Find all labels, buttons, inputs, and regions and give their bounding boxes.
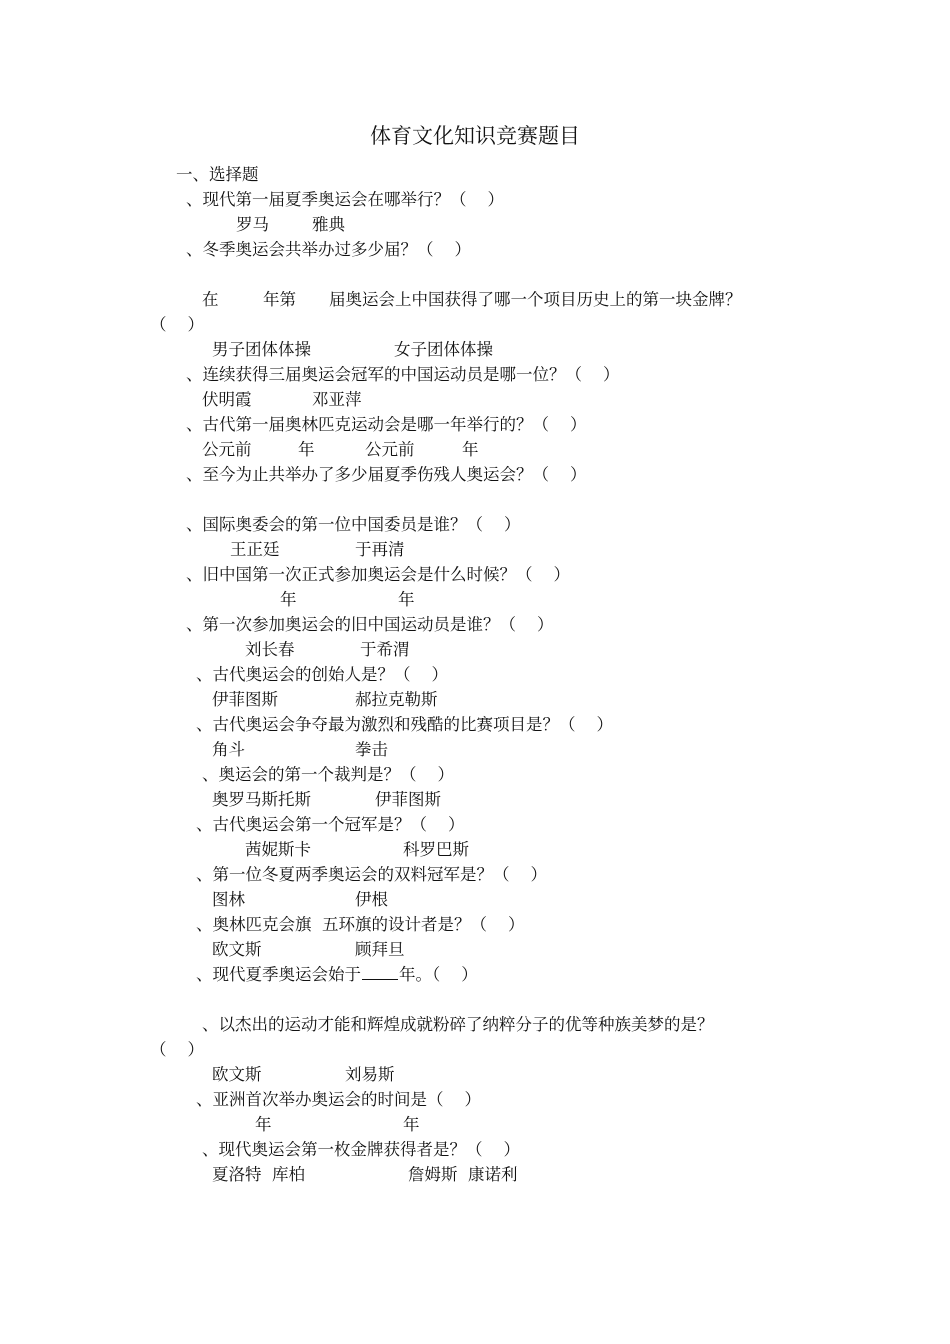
text-line: （ ） <box>150 1040 204 1059</box>
text-line: 王正廷 <box>230 540 280 559</box>
text-line: 郝拉克勒斯 <box>355 690 438 709</box>
text-line: 年 <box>280 590 297 609</box>
text-line: 邓亚萍 <box>312 390 362 409</box>
text-line: 角斗 <box>212 740 245 759</box>
text-line: 雅典 <box>312 215 345 234</box>
text-line: 、冬季奥运会共举办过多少届？（ ） <box>186 240 471 259</box>
text-line: 在 <box>202 290 219 309</box>
text-line: 年 <box>255 1115 272 1134</box>
fill-blank-before: 、现代夏季奥运会始于 <box>196 965 361 984</box>
text-line: 伏明霞 <box>202 390 252 409</box>
text-line: 、第一位冬夏两季奥运会的双料冠军是？（ ） <box>196 865 547 884</box>
text-line: 詹姆斯 康诺利 <box>408 1165 518 1184</box>
answer-blank <box>362 963 398 980</box>
text-line: 欧文斯 <box>212 940 262 959</box>
text-line: 伊菲图斯 <box>375 790 441 809</box>
text-line: 于再清 <box>355 540 405 559</box>
text-line: 夏洛特 库柏 <box>212 1165 305 1184</box>
text-line: 、奥林匹克会旗 五环旗的设计者是？（ ） <box>196 915 525 934</box>
text-line: 、现代第一届夏季奥运会在哪举行？（ ） <box>186 190 504 209</box>
text-line: （ ） <box>150 315 204 334</box>
text-line: 、古代奥运会争夺最为激烈和残酷的比赛项目是？（ ） <box>196 715 613 734</box>
text-line: 奥罗马斯托斯 <box>212 790 311 809</box>
text-line: 于希渭 <box>360 640 410 659</box>
text-line: 罗马 <box>236 215 269 234</box>
text-line: 公元前 <box>365 440 415 459</box>
text-line: 届奥运会上中国获得了哪一个项目历史上的第一块金牌？ <box>329 290 742 309</box>
text-line: 科罗巴斯 <box>403 840 469 859</box>
text-line: 欧文斯 <box>212 1065 262 1084</box>
text-line: 年 <box>403 1115 420 1134</box>
text-line: 、连续获得三届奥运会冠军的中国运动员是哪一位？（ ） <box>186 365 620 384</box>
text-line: 年 <box>298 440 315 459</box>
text-line: 、现代奥运会第一枚金牌获得者是？（ ） <box>202 1140 520 1159</box>
text-line: 、以杰出的运动才能和辉煌成就粉碎了纳粹分子的优等种族美梦的是？ <box>202 1015 714 1034</box>
text-line: 、亚洲首次举办奥运会的时间是（ ） <box>196 1090 481 1109</box>
fill-blank-after: 年。（ ） <box>399 965 478 984</box>
text-line: 、奥运会的第一个裁判是？（ ） <box>202 765 454 784</box>
section-heading: 一、选择题 <box>176 165 259 184</box>
text-line: 、古代奥运会第一个冠军是？（ ） <box>196 815 465 834</box>
text-line: 年 <box>462 440 479 459</box>
text-line: 刘长春 <box>245 640 295 659</box>
text-line: 刘易斯 <box>345 1065 395 1084</box>
text-line: 、旧中国第一次正式参加奥运会是什么时候？（ ） <box>186 565 570 584</box>
text-line: 年 <box>398 590 415 609</box>
text-line: 年第 <box>263 290 296 309</box>
text-line: 、古代第一届奥林匹克运动会是哪一年举行的？（ ） <box>186 415 587 434</box>
text-line: 顾拜旦 <box>355 940 405 959</box>
text-line: 男子团体体操 <box>212 340 311 359</box>
text-line: 伊菲图斯 <box>212 690 278 709</box>
text-line: 拳击 <box>355 740 388 759</box>
text-line: 公元前 <box>202 440 252 459</box>
text-line: 、古代奥运会的创始人是？（ ） <box>196 665 448 684</box>
text-line: 图林 <box>212 890 245 909</box>
fill-blank-question <box>196 963 478 987</box>
text-line: 、国际奥委会的第一位中国委员是谁？（ ） <box>186 515 521 534</box>
text-line: 伊根 <box>355 890 388 909</box>
document-title: 体育文化知识竞赛题目 <box>370 124 580 148</box>
text-line: 、至今为止共举办了多少届夏季伤残人奥运会？（ ） <box>186 465 587 484</box>
text-line: 女子团体体操 <box>394 340 493 359</box>
text-line: 茜妮斯卡 <box>245 840 311 859</box>
text-line: 、第一次参加奥运会的旧中国运动员是谁？（ ） <box>186 615 554 634</box>
